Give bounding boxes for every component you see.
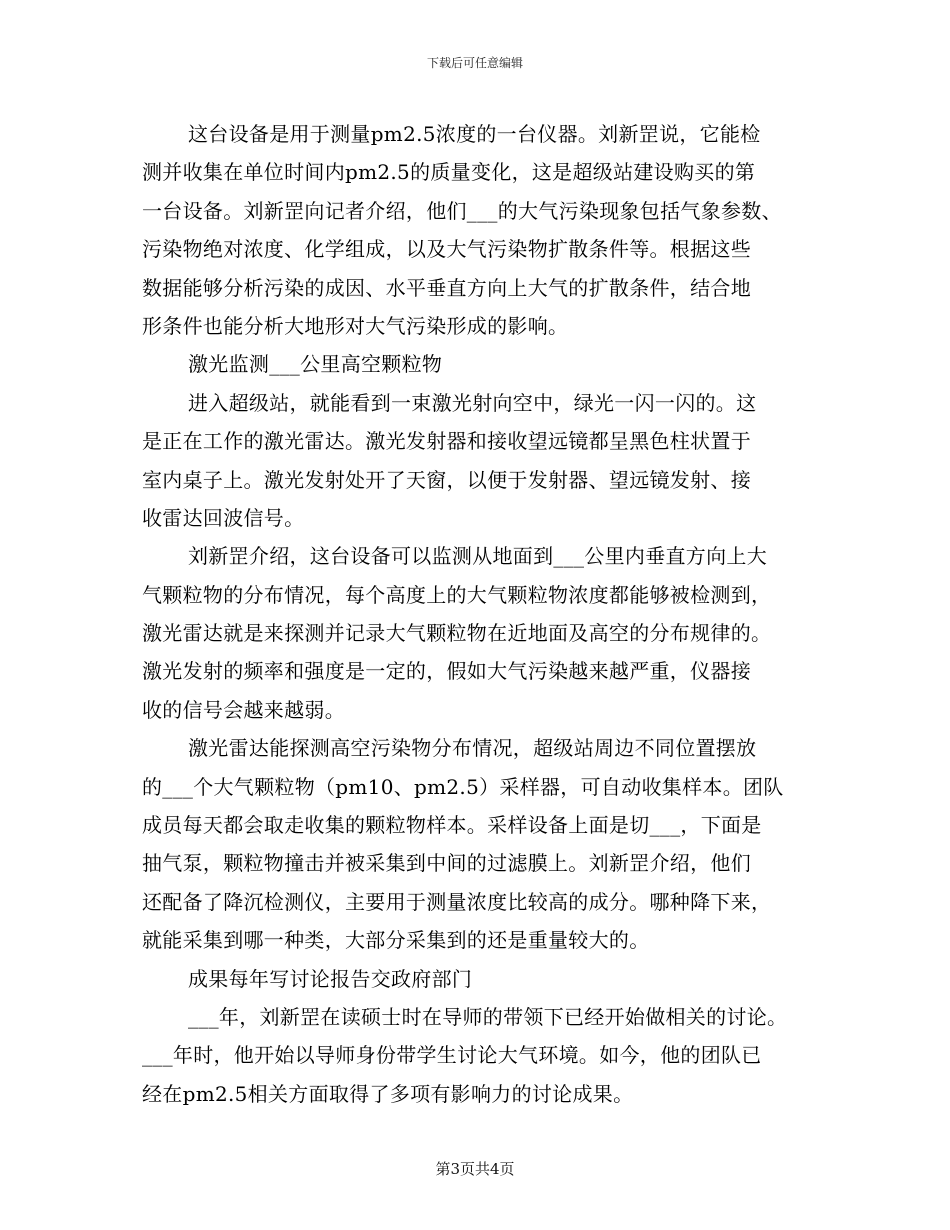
text-line: 进入超级站，就能看到一束激光射向空中，绿光一闪一闪的。这 bbox=[188, 390, 757, 415]
text-line: 经在pm2.5相关方面取得了多项有影响力的讨论成果。 bbox=[142, 1081, 634, 1106]
text-line: 收雷达回波信号。 bbox=[142, 505, 305, 530]
page-header: 下载后可任意编辑 bbox=[426, 56, 523, 70]
text-line: 就能采集到哪一种类，大部分采集到的还是重量较大的。 bbox=[142, 928, 650, 953]
text-line: 收的信号会越来越弱。 bbox=[142, 697, 345, 722]
text-line: 气颗粒物的分布情况，每个高度上的大气颗粒物浓度都能够被检测到， bbox=[142, 582, 772, 607]
text-line: 还配备了降沉检测仪，主要用于测量浓度比较高的成分。哪种降下来， bbox=[142, 889, 772, 914]
text-line: 抽气泵，颗粒物撞击并被采集到中间的过滤膜上。刘新罡介绍，他们 bbox=[142, 851, 751, 876]
text-line: 室内桌子上。激光发射处开了天窗，以便于发射器、望远镜发射、接 bbox=[142, 467, 751, 492]
text-line: 激光雷达就是来探测并记录大气颗粒物在近地面及高空的分布规律的。 bbox=[142, 621, 772, 646]
text-line: 形条件也能分析大地形对大气污染形成的影响。 bbox=[142, 313, 569, 338]
text-line: 这台设备是用于测量pm2.5浓度的一台仪器。刘新罡说，它能检 bbox=[188, 122, 761, 146]
page-number: 第3页共4页 bbox=[435, 1160, 515, 1178]
text-line: 是正在工作的激光雷达。激光发射器和接收望远镜都呈黑色柱状置于 bbox=[142, 429, 751, 454]
section-heading: 激光监测___公里高空颗粒物 bbox=[188, 352, 443, 377]
text-line: 数据能够分析污染的成因、水平垂直方向上大气的扩散条件，结合地 bbox=[142, 275, 751, 300]
text-line: 一台设备。刘新罡向记者介绍，他们___的大气污染现象包括气象参数、 bbox=[142, 198, 782, 223]
text-line: 测并收集在单位时间内pm2.5的质量变化，这是超级站建设购买的第 bbox=[142, 160, 756, 185]
text-line: 污染物绝对浓度、化学组成，以及大气污染物扩散条件等。根据这些 bbox=[142, 237, 751, 262]
text-line: 刘新罡介绍，这台设备可以监测从地面到___公里内垂直方向上大 bbox=[188, 544, 767, 569]
section-heading: 成果每年写讨论报告交政府部门 bbox=[188, 966, 473, 991]
text-line: 的___个大气颗粒物（pm10、pm2.5）采样器，可自动收集样本。团队 bbox=[142, 774, 784, 799]
document-body bbox=[142, 115, 822, 1113]
text-line: 激光发射的频率和强度是一定的，假如大气污染越来越严重，仪器接 bbox=[142, 659, 751, 684]
text-line: ___年时，他开始以导师身份带学生讨论大气环境。如今，他的团队已 bbox=[142, 1043, 762, 1068]
text-line: 激光雷达能探测高空污染物分布情况，超级站周边不同位置摆放 bbox=[188, 736, 757, 761]
text-line: 成员每天都会取走收集的颗粒物样本。采样设备上面是切___，下面是 bbox=[142, 813, 762, 838]
text-line: ___年，刘新罡在读硕士时在导师的带领下已经开始做相关的讨论。 bbox=[188, 1004, 788, 1029]
